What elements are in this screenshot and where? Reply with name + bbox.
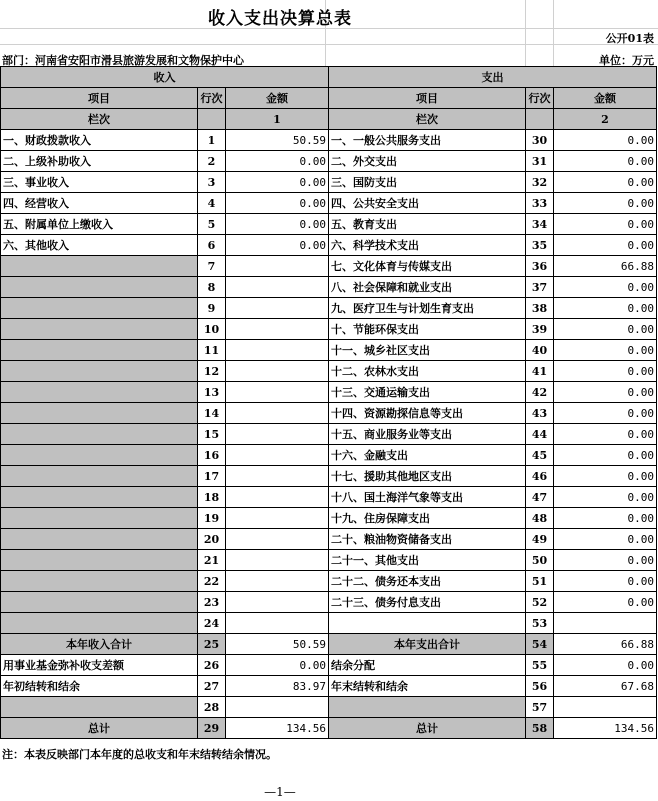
- income-item-name: [1, 529, 198, 550]
- table-row: [1, 361, 657, 382]
- income-line-number: 9: [198, 298, 226, 319]
- expense-column-number: 2: [554, 109, 657, 130]
- expense-amount: 0.00: [554, 130, 657, 151]
- expense-summary-name: [329, 697, 526, 718]
- expense-amount: 0.00: [554, 382, 657, 403]
- expense-header: 支出: [329, 67, 657, 88]
- table-row: [1, 130, 657, 151]
- income-item-name: [1, 571, 198, 592]
- income-summary-amount: 50.59: [226, 634, 329, 655]
- expense-amount: 0.00: [554, 445, 657, 466]
- expense-line-number: 32: [526, 172, 554, 193]
- expense-line-number: 47: [526, 487, 554, 508]
- table-row: [1, 466, 657, 487]
- income-summary-line: 29: [198, 718, 226, 739]
- summary-row: [1, 676, 657, 697]
- income-summary-line: 26: [198, 655, 226, 676]
- expense-summary-name: 年末结转和结余: [329, 676, 526, 697]
- expense-item-name: 二十一、其他支出: [329, 550, 526, 571]
- page-number: —1—: [264, 785, 296, 799]
- expense-amount: 0.00: [554, 571, 657, 592]
- expense-amount: 0.00: [554, 172, 657, 193]
- income-amount: [226, 487, 329, 508]
- expense-line-number: 51: [526, 571, 554, 592]
- income-amount: [226, 277, 329, 298]
- table-row: [1, 193, 657, 214]
- expense-amount: 0.00: [554, 298, 657, 319]
- expense-line-number: 48: [526, 508, 554, 529]
- expense-amount: 0.00: [554, 424, 657, 445]
- income-line-number: 17: [198, 466, 226, 487]
- income-item-name: [1, 487, 198, 508]
- income-line-number: 4: [198, 193, 226, 214]
- expense-line-number: 42: [526, 382, 554, 403]
- expense-item-name: 四、公共安全支出: [329, 193, 526, 214]
- expense-amount: 0.00: [554, 466, 657, 487]
- income-item-name: [1, 403, 198, 424]
- income-item-name: [1, 382, 198, 403]
- expense-summary-name: 本年支出合计: [329, 634, 526, 655]
- income-line-number: 19: [198, 508, 226, 529]
- expense-line-number: 35: [526, 235, 554, 256]
- expense-summary-amount: 0.00: [554, 655, 657, 676]
- income-item-name: [1, 550, 198, 571]
- income-summary-line: 25: [198, 634, 226, 655]
- income-line-number: 6: [198, 235, 226, 256]
- income-item-name: 三、事业收入: [1, 172, 198, 193]
- expense-line-header: 行次: [526, 88, 554, 109]
- income-line-number: 14: [198, 403, 226, 424]
- summary-row: [1, 697, 657, 718]
- expense-amount: 66.88: [554, 256, 657, 277]
- expense-amount-header: 金额: [554, 88, 657, 109]
- income-amount: 0.00: [226, 151, 329, 172]
- table-row: [1, 214, 657, 235]
- income-line-number: 22: [198, 571, 226, 592]
- expense-line-number: 31: [526, 151, 554, 172]
- income-item-name: [1, 445, 198, 466]
- expense-line-number: 53: [526, 613, 554, 634]
- table-row: [1, 613, 657, 634]
- expense-line-number: 50: [526, 550, 554, 571]
- expense-summary-amount: [554, 697, 657, 718]
- income-line-number: 5: [198, 214, 226, 235]
- expense-item-name: 十三、交通运输支出: [329, 382, 526, 403]
- expense-item-name: 二十、粮油物资储备支出: [329, 529, 526, 550]
- expense-summary-line: 56: [526, 676, 554, 697]
- income-amount: [226, 592, 329, 613]
- form-code: 公开01表: [605, 32, 654, 45]
- expense-summary-line: 54: [526, 634, 554, 655]
- table-row: [1, 403, 657, 424]
- expense-item-name: 十九、住房保障支出: [329, 508, 526, 529]
- table-row: [1, 592, 657, 613]
- expense-line-number: 52: [526, 592, 554, 613]
- income-summary-amount: 83.97: [226, 676, 329, 697]
- income-item-name: [1, 319, 198, 340]
- income-summary-amount: 0.00: [226, 655, 329, 676]
- income-line-number: 24: [198, 613, 226, 634]
- income-amount: 50.59: [226, 130, 329, 151]
- income-amount: [226, 319, 329, 340]
- expense-line-number: 40: [526, 340, 554, 361]
- expense-line-number: 46: [526, 466, 554, 487]
- income-amount: [226, 445, 329, 466]
- income-item-name: [1, 256, 198, 277]
- income-line-number: 8: [198, 277, 226, 298]
- income-amount: [226, 613, 329, 634]
- income-amount: [226, 508, 329, 529]
- table-row: [1, 529, 657, 550]
- income-line-number: 11: [198, 340, 226, 361]
- income-item-name: [1, 424, 198, 445]
- income-amount: [226, 340, 329, 361]
- income-line-number: 12: [198, 361, 226, 382]
- income-amount: [226, 529, 329, 550]
- expense-item-name: 十五、商业服务业等支出: [329, 424, 526, 445]
- income-line-number: 10: [198, 319, 226, 340]
- income-column-label: 栏次: [1, 109, 198, 130]
- table-row: [1, 340, 657, 361]
- table-row: [1, 235, 657, 256]
- income-amount: [226, 361, 329, 382]
- expense-amount: 0.00: [554, 508, 657, 529]
- expense-amount: 0.00: [554, 592, 657, 613]
- income-item-header: 项目: [1, 88, 198, 109]
- expense-item-name: 三、国防支出: [329, 172, 526, 193]
- income-summary-name: 总计: [1, 718, 198, 739]
- expense-item-name: 十、节能环保支出: [329, 319, 526, 340]
- income-line-number: 1: [198, 130, 226, 151]
- income-item-name: [1, 298, 198, 319]
- expense-summary-name: 总计: [329, 718, 526, 739]
- expense-line-number: 39: [526, 319, 554, 340]
- expense-item-name: 十六、金融支出: [329, 445, 526, 466]
- expense-amount: 0.00: [554, 487, 657, 508]
- income-item-name: [1, 361, 198, 382]
- table-row: [1, 172, 657, 193]
- income-summary-name: 年初结转和结余: [1, 676, 198, 697]
- expense-line-number: 38: [526, 298, 554, 319]
- table-row: [1, 550, 657, 571]
- expense-amount: 0.00: [554, 340, 657, 361]
- income-amount: 0.00: [226, 235, 329, 256]
- income-line-number: 16: [198, 445, 226, 466]
- expense-item-header: 项目: [329, 88, 526, 109]
- table-row: [1, 424, 657, 445]
- income-column-number: 1: [226, 109, 329, 130]
- table-row: [1, 445, 657, 466]
- expense-line-number: 43: [526, 403, 554, 424]
- expense-item-name: 二、外交支出: [329, 151, 526, 172]
- table-row: [1, 256, 657, 277]
- expense-line-number: 36: [526, 256, 554, 277]
- expense-item-name: 二十三、债务付息支出: [329, 592, 526, 613]
- income-line-header: 行次: [198, 88, 226, 109]
- income-item-name: [1, 466, 198, 487]
- expense-line-number: 45: [526, 445, 554, 466]
- expense-line-number: 34: [526, 214, 554, 235]
- summary-row: [1, 634, 657, 655]
- income-amount: [226, 424, 329, 445]
- income-amount: 0.00: [226, 172, 329, 193]
- expense-summary-line: 57: [526, 697, 554, 718]
- expense-amount: 0.00: [554, 235, 657, 256]
- expense-amount: 0.00: [554, 403, 657, 424]
- expense-item-name: 一、一般公共服务支出: [329, 130, 526, 151]
- income-item-name: 四、经营收入: [1, 193, 198, 214]
- table-title: 收入支出决算总表: [208, 9, 352, 29]
- expense-item-name: 七、文化体育与传媒支出: [329, 256, 526, 277]
- income-line-number: 7: [198, 256, 226, 277]
- expense-amount: 0.00: [554, 361, 657, 382]
- table-row: [1, 487, 657, 508]
- income-summary-name: 用事业基金弥补收支差额: [1, 655, 198, 676]
- expense-amount: 0.00: [554, 214, 657, 235]
- income-item-name: 二、上级补助收入: [1, 151, 198, 172]
- table-row: [1, 151, 657, 172]
- footnote: 注：本表反映部门本年度的总收支和年末结转结余情况。: [2, 748, 277, 761]
- income-summary-line: 28: [198, 697, 226, 718]
- income-line-number: 15: [198, 424, 226, 445]
- income-item-name: 六、其他收入: [1, 235, 198, 256]
- income-item-name: 一、财政拨款收入: [1, 130, 198, 151]
- income-amount: [226, 403, 329, 424]
- expense-amount: [554, 613, 657, 634]
- income-expense-table: [0, 66, 657, 739]
- expense-item-name: 十七、援助其他地区支出: [329, 466, 526, 487]
- expense-amount: 0.00: [554, 319, 657, 340]
- expense-item-name: 十八、国土海洋气象等支出: [329, 487, 526, 508]
- income-line-number: 20: [198, 529, 226, 550]
- expense-item-name: 十一、城乡社区支出: [329, 340, 526, 361]
- income-item-name: [1, 508, 198, 529]
- table-row: [1, 382, 657, 403]
- expense-amount: 0.00: [554, 529, 657, 550]
- expense-item-name: 十四、资源勘探信息等支出: [329, 403, 526, 424]
- income-summary-amount: 134.56: [226, 718, 329, 739]
- income-line-number: 3: [198, 172, 226, 193]
- expense-line-number: 33: [526, 193, 554, 214]
- income-line-number: 23: [198, 592, 226, 613]
- expense-item-name: 十二、农林水支出: [329, 361, 526, 382]
- income-item-name: [1, 340, 198, 361]
- table-row: [1, 571, 657, 592]
- income-item-name: [1, 613, 198, 634]
- income-line-number: 21: [198, 550, 226, 571]
- income-amount: [226, 571, 329, 592]
- expense-summary-name: 结余分配: [329, 655, 526, 676]
- income-amount: 0.00: [226, 193, 329, 214]
- expense-amount: 0.00: [554, 550, 657, 571]
- income-item-name: 五、附属单位上缴收入: [1, 214, 198, 235]
- summary-row: [1, 718, 657, 739]
- expense-item-name: [329, 613, 526, 634]
- income-item-name: [1, 277, 198, 298]
- table-row: [1, 277, 657, 298]
- income-amount: 0.00: [226, 214, 329, 235]
- expense-item-name: 二十二、债务还本支出: [329, 571, 526, 592]
- income-amount: [226, 382, 329, 403]
- expense-summary-amount: 134.56: [554, 718, 657, 739]
- expense-column-label: 栏次: [329, 109, 526, 130]
- income-column-blank: [198, 109, 226, 130]
- expense-amount: 0.00: [554, 277, 657, 298]
- unit-label: 单位：万元: [599, 54, 654, 67]
- income-amount: [226, 256, 329, 277]
- expense-item-name: 九、医疗卫生与计划生育支出: [329, 298, 526, 319]
- expense-amount: 0.00: [554, 151, 657, 172]
- income-summary-name: 本年收入合计: [1, 634, 198, 655]
- expense-amount: 0.00: [554, 193, 657, 214]
- summary-row: [1, 655, 657, 676]
- income-amount: [226, 466, 329, 487]
- department-label: 部门：河南省安阳市滑县旅游发展和文物保护中心: [2, 54, 244, 67]
- expense-line-number: 41: [526, 361, 554, 382]
- income-line-number: 13: [198, 382, 226, 403]
- income-summary-name: [1, 697, 198, 718]
- expense-line-number: 49: [526, 529, 554, 550]
- expense-summary-line: 55: [526, 655, 554, 676]
- income-amount: [226, 550, 329, 571]
- table-row: [1, 298, 657, 319]
- expense-item-name: 六、科学技术支出: [329, 235, 526, 256]
- expense-line-number: 37: [526, 277, 554, 298]
- expense-line-number: 30: [526, 130, 554, 151]
- table-row: [1, 319, 657, 340]
- expense-summary-amount: 66.88: [554, 634, 657, 655]
- income-summary-amount: [226, 697, 329, 718]
- income-line-number: 2: [198, 151, 226, 172]
- income-amount-header: 金额: [226, 88, 329, 109]
- expense-item-name: 五、教育支出: [329, 214, 526, 235]
- expense-item-name: 八、社会保障和就业支出: [329, 277, 526, 298]
- expense-summary-amount: 67.68: [554, 676, 657, 697]
- expense-line-number: 44: [526, 424, 554, 445]
- expense-summary-line: 58: [526, 718, 554, 739]
- income-amount: [226, 298, 329, 319]
- income-item-name: [1, 592, 198, 613]
- expense-column-blank: [526, 109, 554, 130]
- income-summary-line: 27: [198, 676, 226, 697]
- income-header: 收入: [1, 67, 329, 88]
- table-row: [1, 508, 657, 529]
- income-line-number: 18: [198, 487, 226, 508]
